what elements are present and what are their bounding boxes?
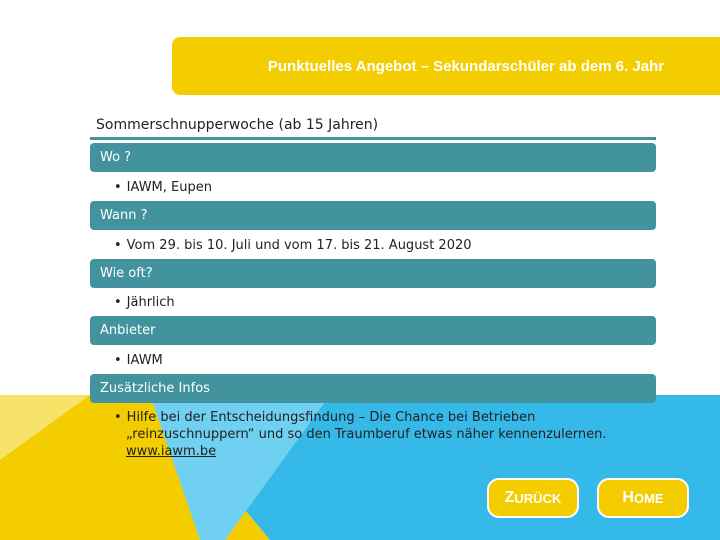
bullet-dot: •	[114, 353, 122, 368]
section-label: Wie oft?	[100, 266, 153, 281]
back-label-rest: URÜCK	[514, 490, 562, 506]
bullet-item	[114, 237, 472, 254]
section-bar-when	[90, 201, 656, 230]
section-bar-provider	[90, 316, 656, 345]
section-label: Wann ?	[100, 208, 148, 223]
section-subtitle: Sommerschnupperwoche (ab 15 Jahren)	[96, 117, 379, 133]
bullet-text: Hilfe bei der Entscheidungsfindung – Die Chance bei Betrieben	[126, 410, 536, 425]
bullet-dot: •	[114, 180, 122, 195]
home-label-initial: H	[622, 489, 634, 506]
home-label-rest: OME	[633, 490, 664, 506]
bullet-text-continued: „reinzuschnuppern“ und so den Traumberuf etwas näher kennenzulernen.	[126, 427, 607, 442]
bullet-text: Vom 29. bis 10. Juli und vom 17. bis 21. August 2020	[126, 238, 472, 253]
website-link[interactable]: www.iawm.be	[126, 444, 217, 459]
back-button[interactable]	[487, 478, 579, 518]
section-label: Zusätzliche Infos	[100, 381, 210, 396]
subtitle-divider	[90, 137, 656, 140]
bullet-item	[114, 294, 175, 311]
header-banner	[172, 37, 720, 95]
bullet-dot: •	[114, 295, 122, 310]
bullet-item	[114, 409, 634, 460]
page-title: Punktuelles Angebot – Sekundarschüler ab dem 6. Jahr	[267, 57, 665, 75]
bullet-text: IAWM	[126, 353, 163, 368]
section-bar-where	[90, 143, 656, 172]
bullet-text: Jährlich	[126, 295, 175, 310]
section-bar-frequency	[90, 259, 656, 288]
bullet-item	[114, 352, 163, 369]
bullet-item	[114, 179, 212, 196]
bullet-dot: •	[114, 238, 122, 253]
home-button[interactable]	[597, 478, 689, 518]
bullet-text: IAWM, Eupen	[126, 180, 212, 195]
section-label: Anbieter	[100, 323, 156, 338]
section-bar-additional-info	[90, 374, 656, 403]
section-label: Wo ?	[100, 150, 132, 165]
back-label-initial: Z	[504, 489, 515, 506]
bullet-dot: •	[114, 410, 122, 425]
